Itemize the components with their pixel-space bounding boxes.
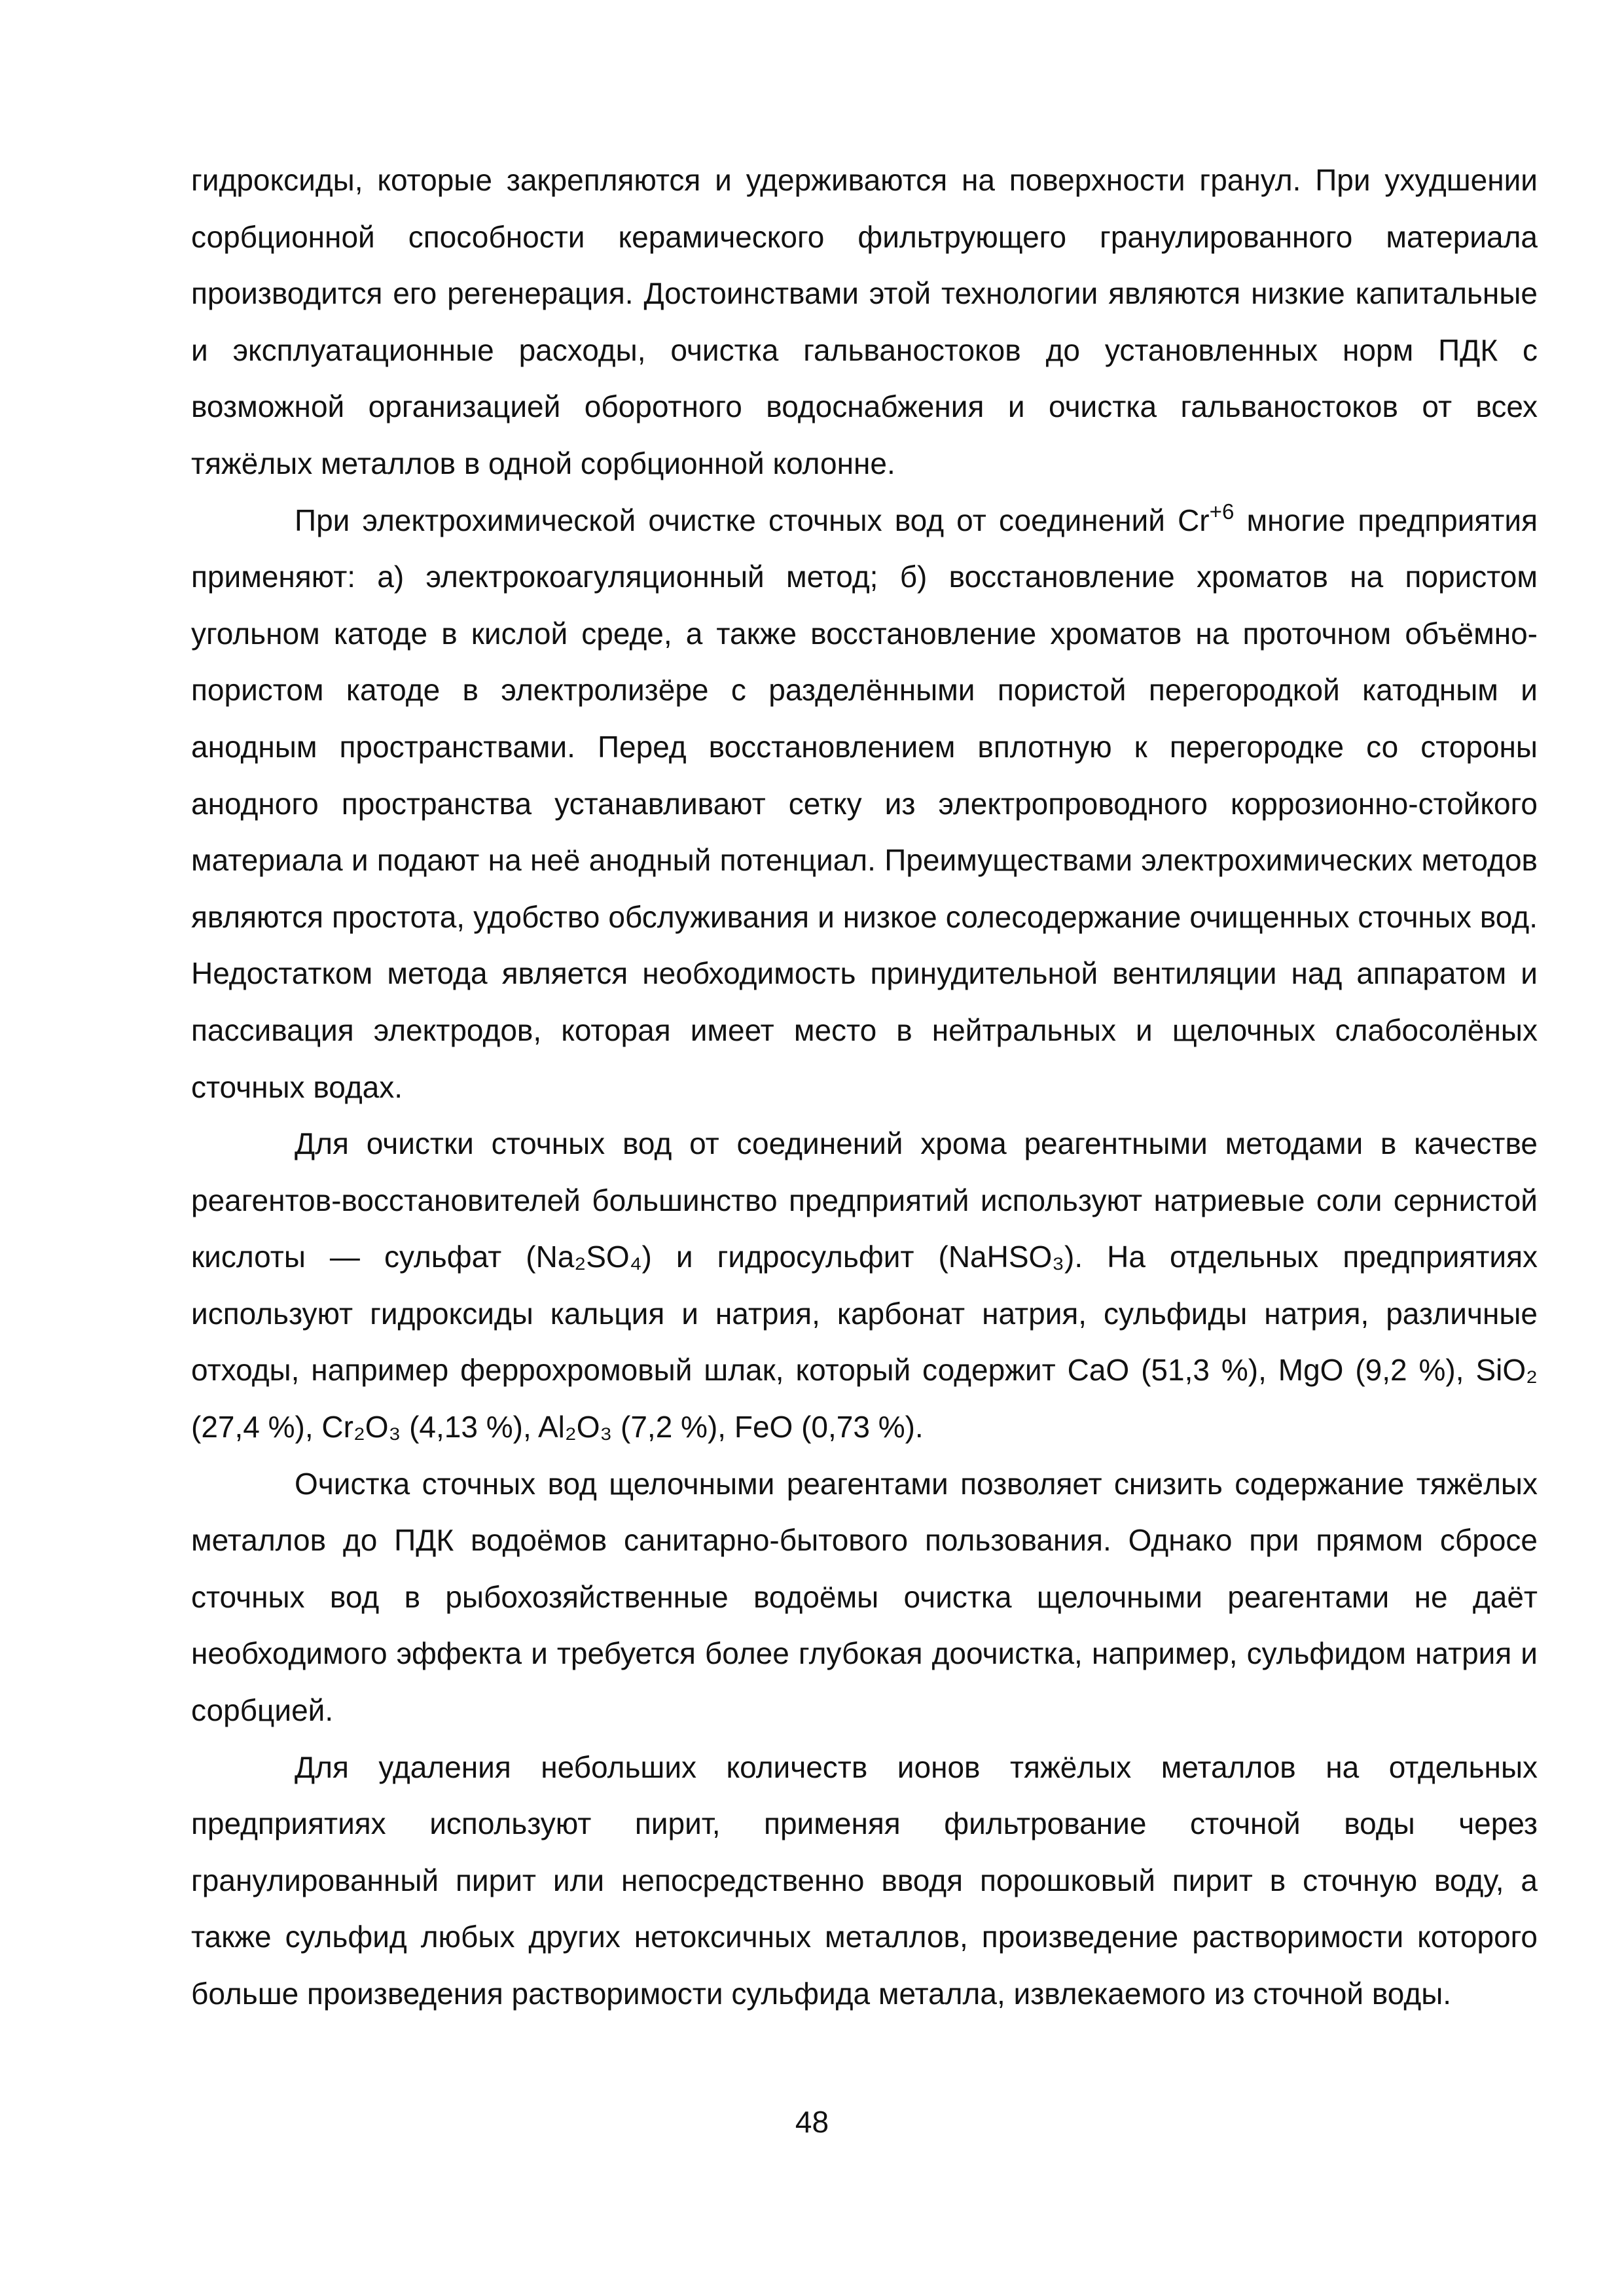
page-body [191,152,1538,2022]
paragraph-text: При электрохимической очистке сточных вод от соединений Cr [295,503,1210,537]
paragraph-pyrite: Для удаления небольших количеств ионов тяжёлых металлов на отдельных предприятиях используют пирит, применяя фильтрование сточной воды через гранулированный пирит или непосредственно вводя порошковый пирит в сточную воду, а также сульфид любых других нетоксичных металлов, произведение растворимости которого больше произведения растворимости сульфида металла, извлекаемого из сточной воды. [191,1749,1538,2011]
superscript-oxidation-state: +6 [1209,499,1235,524]
paragraph-alkaline-reagents: Очистка сточных вод щелочными реагентами позволяет снизить содержание тяжёлых металлов до ПДК водоёмов санитарно-бытового пользования. Однако при прямом сбросе сточных вод в рыбохозяйственные водоёмы очистка щелочными реагентами не даёт необходимого эффекта и требуется более глубокая доочистка, например, сульфидом натрия и сорбцией. [191,1466,1538,1728]
paragraph-reagent-methods: Для очистки сточных вод от соединений хрома реагентными методами в качестве реагентов-восстановителей большинство предприятий используют натриевые соли сернистой кислоты — сульфат (Na₂SO₄) и гидросульфит (NaHSO₃). На отдельных предприятиях используют гидроксиды кальция и натрия, карбонат натрия, сульфиды натрия, различные отходы, например феррохромовый шлак, который содержит CaO (51,3 %), MgO (9,2 %), SiO₂ (27,4 %), Cr₂O₃ (4,13 %), Al₂O₃ (7,2 %), FeO (0,73 %). [191,1126,1538,1444]
paragraph-electrochemical-cleaning [191,492,1538,1116]
paragraph-sorption-regeneration: гидроксиды, которые закрепляются и удерживаются на поверхности гранул. При ухудшении сорбционной способности керамического фильтрующего гранулированного материала производится его регенерация. Достоинствами этой технологии являются низкие капитальные и эксплуатационные расходы, очистка гальваностоков до установленных норм ПДК с возможной организацией оборотного водоснабжения и очистка гальваностоков от всех тяжёлых металлов в одной сорбционной колонне. [191,163,1538,480]
paragraph-text: многие предприятия применяют: а) электрокоагуляционный метод; б) восстановление хроматов на пористом угольном катоде в кислой среде, а также восстановление хроматов на проточном объёмно-пористом катоде в электролизёре с разделёнными пористой перегородкой катодным и анодным пространствами. Перед восстановлением вплотную к перегородке со стороны анодного пространства устанавливают сетку из электропроводного коррозионно-стойкого материала и подают на неё анодный потенциал. Преимуществами электрохимических методов являются простота, удобство обслуживания и низкое солесодержание очищенных сточных вод. Недостатком метода является необходимость принудительной вентиляции над аппаратом и пассивация электродов, которая имеет место в нейтральных и щелочных слабосолёных сточных водах. [191,503,1538,1104]
page-number: 48 [795,2105,829,2139]
